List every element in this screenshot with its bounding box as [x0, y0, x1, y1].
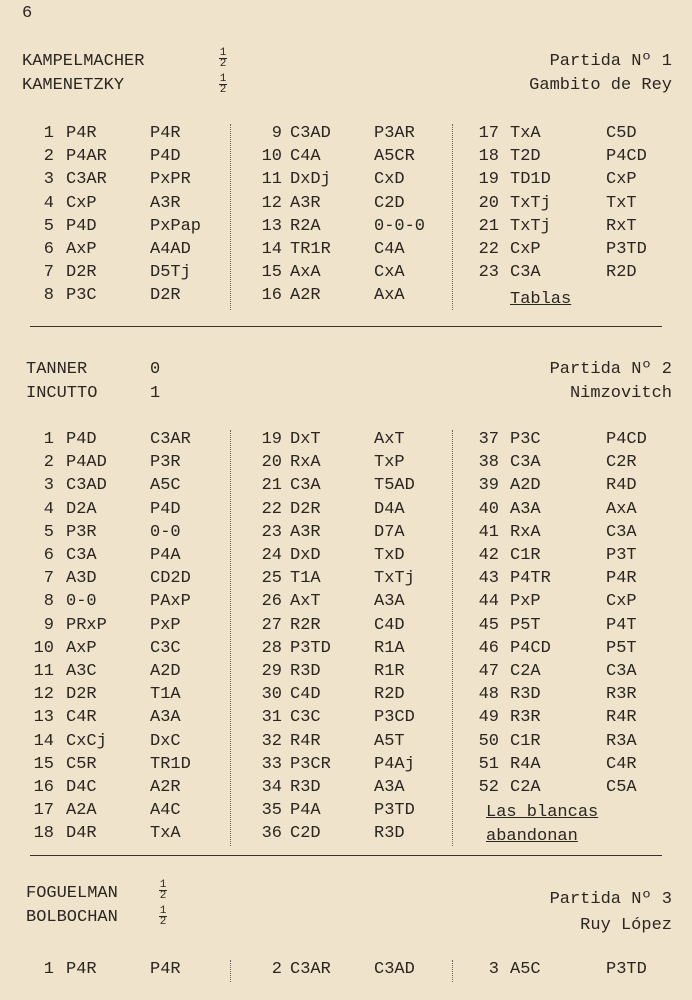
move-row — [0, 124, 692, 144]
move-number: 47 — [478, 662, 499, 681]
move-row — [0, 430, 692, 450]
white-move: A2R — [290, 286, 321, 306]
section-divider — [30, 326, 662, 327]
move-number: 35 — [261, 801, 282, 821]
move-number: 10 — [33, 638, 54, 658]
black-move: PxPap — [150, 216, 202, 236]
move-number: 2 — [43, 147, 54, 167]
move-number: 20 — [478, 193, 499, 213]
white-move: RxA — [510, 522, 541, 542]
game2-result-line2: abandonan — [486, 827, 578, 846]
move-number: 12 — [261, 193, 282, 213]
column-divider — [230, 430, 231, 846]
white-move: C5R — [66, 754, 97, 774]
move-row — [0, 500, 692, 520]
move-number: 5 — [43, 522, 54, 542]
black-move: TxT — [606, 193, 637, 213]
column-divider — [452, 960, 453, 982]
move-row — [0, 639, 692, 659]
move-number: 52 — [478, 778, 499, 797]
game3-white-score: 1 2 — [159, 879, 167, 902]
white-move: T2D — [510, 147, 541, 167]
white-move: C3AD — [290, 124, 331, 143]
black-move: P3TD — [374, 801, 415, 821]
move-number: 41 — [478, 522, 499, 542]
black-move: P4D — [150, 147, 181, 167]
black-move: C2R — [606, 453, 637, 473]
move-number: 32 — [261, 731, 282, 751]
black-move: CxP — [606, 170, 637, 190]
black-move: CxA — [374, 263, 405, 283]
black-move: TxA — [150, 824, 181, 844]
game3-black-score: 1 2 — [159, 905, 167, 928]
white-move: C1R — [510, 731, 541, 751]
black-move: A3A — [374, 592, 405, 612]
move-row — [0, 708, 692, 728]
white-move: 0-0 — [66, 592, 97, 612]
game2-black-score: 1 — [150, 384, 161, 403]
black-move: AxA — [374, 286, 405, 306]
move-number: 1 — [43, 960, 54, 979]
move-number: 8 — [43, 592, 54, 612]
game1-result: Tablas — [510, 290, 572, 309]
white-move: P4R — [66, 124, 97, 143]
white-move: AxT — [290, 592, 321, 612]
black-move: C4R — [606, 754, 637, 774]
black-move: D2R — [150, 286, 181, 306]
white-move: A5C — [510, 960, 541, 979]
move-number: 9 — [271, 124, 282, 143]
move-number: 5 — [43, 216, 54, 236]
white-move: TxA — [510, 124, 541, 143]
column-divider — [452, 430, 453, 846]
black-move: AxT — [374, 430, 405, 449]
white-move: CxP — [510, 240, 541, 259]
white-move: DxD — [290, 546, 321, 565]
move-number: 29 — [261, 662, 282, 681]
move-number: 14 — [33, 731, 54, 751]
white-move: PxP — [510, 592, 541, 612]
black-move: A2D — [150, 662, 181, 681]
move-number: 6 — [43, 546, 54, 565]
black-move: T1A — [150, 685, 181, 705]
white-move: CxP — [66, 193, 97, 213]
black-move: C3A — [606, 522, 637, 542]
white-move: C3C — [290, 708, 321, 728]
game1-white-player: KAMPELMACHER — [22, 52, 145, 71]
black-move: C3AD — [374, 960, 415, 979]
move-row — [0, 732, 692, 752]
move-number: 36 — [261, 824, 282, 844]
black-move: C4A — [374, 240, 405, 259]
white-move: C4R — [66, 708, 97, 728]
move-row — [0, 960, 692, 980]
move-number: 10 — [261, 147, 282, 167]
black-move: P3AR — [374, 124, 415, 143]
move-number: 17 — [33, 801, 54, 821]
white-move: AxP — [66, 638, 97, 658]
move-number: 11 — [33, 662, 54, 681]
black-move: TR1D — [150, 754, 191, 774]
black-move: R3D — [374, 824, 405, 844]
move-row — [0, 194, 692, 214]
move-number: 23 — [261, 522, 282, 542]
white-move: T1A — [290, 569, 321, 589]
black-move: D7A — [374, 522, 405, 542]
black-move: C3AR — [150, 430, 191, 449]
black-move: PxP — [150, 615, 181, 635]
black-move: P5T — [606, 638, 637, 658]
move-number: 16 — [261, 286, 282, 306]
black-move: C3C — [150, 638, 181, 658]
move-number: 28 — [261, 638, 282, 658]
game3-black-player: BOLBOCHAN — [26, 908, 118, 927]
white-move: AxP — [66, 240, 97, 259]
game3-title: Partida Nº 3 — [549, 890, 672, 909]
move-number: 17 — [478, 124, 499, 143]
game2-opening: Nimzovitch — [569, 384, 672, 403]
black-move: R1A — [374, 638, 405, 658]
black-move: A3A — [374, 778, 405, 797]
white-move: RxA — [290, 453, 321, 473]
move-number: 49 — [478, 708, 499, 728]
black-move: P3T — [606, 546, 637, 565]
white-move: R3R — [510, 708, 541, 728]
white-move: P4R — [66, 960, 97, 979]
white-move: C4A — [290, 147, 321, 167]
move-number: 15 — [261, 263, 282, 283]
move-row — [0, 263, 692, 283]
move-number: 9 — [43, 615, 54, 635]
move-number: 8 — [43, 286, 54, 306]
move-number: 24 — [261, 546, 282, 565]
white-move: CxCj — [66, 731, 107, 751]
move-number: 18 — [478, 147, 499, 167]
white-move: P3C — [66, 286, 97, 306]
column-divider — [230, 124, 231, 310]
move-number: 37 — [478, 430, 499, 449]
move-number: 45 — [478, 615, 499, 635]
move-row — [0, 592, 692, 612]
black-move: CD2D — [150, 569, 191, 589]
move-number: 27 — [261, 615, 282, 635]
black-move: AxA — [606, 499, 637, 519]
move-number: 3 — [43, 170, 54, 190]
black-move: TxP — [374, 453, 405, 473]
black-move: DxC — [150, 731, 181, 751]
white-move: C3A — [510, 453, 541, 473]
white-move: R3D — [510, 685, 541, 705]
move-number: 3 — [43, 476, 54, 496]
white-move: A3A — [510, 499, 541, 519]
white-move: A3D — [66, 569, 97, 589]
white-move: D2R — [66, 685, 97, 705]
white-move: C3A — [510, 263, 541, 283]
black-move: A5CR — [374, 147, 415, 167]
white-move: R4R — [290, 731, 321, 751]
black-move: R3A — [606, 731, 637, 751]
black-move: A4C — [150, 801, 181, 821]
white-move: C2A — [510, 778, 541, 797]
black-move: P3TD — [606, 240, 647, 259]
move-row — [0, 453, 692, 473]
move-number: 20 — [261, 453, 282, 473]
white-move: R3D — [290, 662, 321, 681]
move-number: 25 — [261, 569, 282, 589]
move-number: 44 — [478, 592, 499, 612]
move-number: 7 — [43, 569, 54, 589]
black-move: C2D — [374, 193, 405, 213]
white-move: P5T — [510, 615, 541, 635]
white-move: R2A — [290, 216, 321, 236]
white-move: R4A — [510, 754, 541, 774]
black-move: C4D — [374, 615, 405, 635]
move-number: 18 — [33, 824, 54, 844]
move-number: 46 — [478, 638, 499, 658]
game2-result-line1: Las blancas — [486, 803, 599, 822]
move-number: 22 — [478, 240, 499, 259]
move-number: 40 — [478, 499, 499, 519]
white-move: TxTj — [510, 216, 551, 236]
black-move: TxD — [374, 546, 405, 565]
move-number: 19 — [478, 170, 499, 190]
white-move: P4D — [66, 216, 97, 236]
move-number: 34 — [261, 778, 282, 797]
black-move: 0-0 — [150, 522, 181, 542]
white-move: P4AR — [66, 147, 107, 167]
move-row — [0, 546, 692, 566]
black-move: A5C — [150, 476, 181, 496]
move-number: 12 — [33, 685, 54, 705]
move-number: 13 — [33, 708, 54, 728]
game3-opening: Ruy López — [580, 916, 672, 935]
move-number: 39 — [478, 476, 499, 496]
move-number: 26 — [261, 592, 282, 612]
move-number: 6 — [43, 240, 54, 259]
white-move: P4AD — [66, 453, 107, 473]
black-move: R4D — [606, 476, 637, 496]
white-move: DxDj — [290, 170, 331, 190]
game2-white-score: 0 — [150, 360, 161, 379]
white-move: C1R — [510, 546, 541, 565]
white-move: TD1D — [510, 170, 551, 190]
white-move: R2R — [290, 615, 321, 635]
move-number: 13 — [261, 216, 282, 236]
game1-title: Partida Nº 1 — [549, 52, 672, 71]
move-row — [0, 824, 692, 844]
black-move: P4T — [606, 615, 637, 635]
white-move: P4TR — [510, 569, 551, 589]
move-number: 23 — [478, 263, 499, 283]
white-move: C3A — [290, 476, 321, 496]
column-divider — [230, 960, 231, 982]
move-number: 42 — [478, 546, 499, 565]
black-move: P4R — [606, 569, 637, 589]
white-move: TR1R — [290, 240, 331, 259]
move-number: 11 — [261, 170, 282, 190]
move-number: 33 — [261, 754, 282, 774]
black-move: C5A — [606, 778, 637, 797]
black-move: R3R — [606, 685, 637, 705]
white-move: A3R — [290, 193, 321, 213]
move-row — [0, 778, 692, 798]
white-move: D4R — [66, 824, 97, 844]
white-move: DxT — [290, 430, 321, 449]
white-move: D2A — [66, 499, 97, 519]
move-row — [0, 170, 692, 190]
move-row — [0, 755, 692, 775]
move-number: 38 — [478, 453, 499, 473]
move-number: 21 — [478, 216, 499, 236]
page-number: 6 — [22, 4, 33, 23]
black-move: P4CD — [606, 147, 647, 167]
black-move: A3A — [150, 708, 181, 728]
black-move: A5T — [374, 731, 405, 751]
black-move: C3A — [606, 662, 637, 681]
white-move: A2D — [510, 476, 541, 496]
black-move: P4Aj — [374, 754, 415, 774]
move-row — [0, 616, 692, 636]
black-move: R2D — [606, 263, 637, 283]
game2-black-player: INCUTTO — [26, 384, 98, 403]
white-move: P3CR — [290, 754, 331, 774]
game2-white-player: TANNER — [26, 360, 88, 379]
move-number: 4 — [43, 193, 54, 213]
white-move: A3R — [290, 522, 321, 542]
move-number: 16 — [33, 778, 54, 797]
move-number: 4 — [43, 499, 54, 519]
game1-black-player: KAMENETZKY — [22, 76, 125, 95]
white-move: C2D — [290, 824, 321, 844]
black-move: P3TD — [606, 960, 647, 979]
move-number: 1 — [43, 124, 54, 143]
white-move: AxA — [290, 263, 321, 283]
black-move: D5Tj — [150, 263, 191, 283]
move-row — [0, 147, 692, 167]
black-move: P4A — [150, 546, 181, 565]
white-move: A2A — [66, 801, 97, 821]
game1-white-score: 1 2 — [219, 47, 227, 70]
white-move: C3AR — [66, 170, 107, 190]
black-move: CxP — [606, 592, 637, 612]
move-row — [0, 217, 692, 237]
black-move: P4R — [150, 960, 181, 979]
white-move: P4D — [66, 430, 97, 449]
move-number: 21 — [261, 476, 282, 496]
move-number: 1 — [43, 430, 54, 449]
white-move: C3A — [66, 546, 97, 565]
column-divider — [452, 124, 453, 310]
move-row — [0, 476, 692, 496]
white-move: TxTj — [510, 193, 551, 213]
white-move: C3AR — [290, 960, 331, 979]
white-move: D2R — [290, 499, 321, 519]
move-row — [0, 569, 692, 589]
black-move: A3R — [150, 193, 181, 213]
black-move: A4AD — [150, 240, 191, 259]
game1-black-score: 1 2 — [219, 73, 227, 96]
black-move: 0-0-0 — [374, 216, 426, 236]
black-move: D4A — [374, 499, 405, 519]
move-row — [0, 240, 692, 260]
white-move: D4C — [66, 778, 97, 797]
white-move: P3TD — [290, 638, 331, 658]
white-move: R3D — [290, 778, 321, 797]
black-move: RxT — [606, 216, 637, 236]
move-row — [0, 685, 692, 705]
white-move: C3AD — [66, 476, 107, 496]
white-move: P3R — [66, 522, 97, 542]
white-move: P4CD — [510, 638, 551, 658]
move-number: 7 — [43, 263, 54, 283]
white-move: C4D — [290, 685, 321, 705]
move-number: 22 — [261, 499, 282, 519]
move-row — [0, 662, 692, 682]
black-move: R1R — [374, 662, 405, 681]
move-number: 30 — [261, 685, 282, 705]
white-move: A3C — [66, 662, 97, 681]
move-number: 3 — [488, 960, 499, 979]
black-move: P3R — [150, 453, 181, 473]
black-move: C5D — [606, 124, 637, 143]
white-move: D2R — [66, 263, 97, 283]
white-move: P3C — [510, 430, 541, 449]
black-move: CxD — [374, 170, 405, 190]
move-number: 51 — [478, 754, 499, 774]
section-divider — [30, 855, 662, 856]
black-move: PxPR — [150, 170, 191, 190]
black-move: PAxP — [150, 592, 191, 612]
move-number: 2 — [271, 960, 282, 979]
black-move: P4R — [150, 124, 181, 143]
black-move: R2D — [374, 685, 405, 705]
move-number: 19 — [261, 430, 282, 449]
move-number: 14 — [261, 240, 282, 259]
white-move: P4A — [290, 801, 321, 821]
black-move: P4CD — [606, 430, 647, 449]
move-row — [0, 286, 692, 306]
white-move: PRxP — [66, 615, 107, 635]
black-move: A2R — [150, 778, 181, 797]
black-move: T5AD — [374, 476, 415, 496]
black-move: P4D — [150, 499, 181, 519]
move-number: 48 — [478, 685, 499, 705]
move-row — [0, 523, 692, 543]
game1-opening: Gambito de Rey — [529, 76, 672, 95]
move-number: 2 — [43, 453, 54, 473]
move-number: 15 — [33, 754, 54, 774]
black-move: TxTj — [374, 569, 415, 589]
black-move: R4R — [606, 708, 637, 728]
move-number: 50 — [478, 731, 499, 751]
move-number: 43 — [478, 569, 499, 589]
game3-white-player: FOGUELMAN — [26, 884, 118, 903]
black-move: P3CD — [374, 708, 415, 728]
game2-title: Partida Nº 2 — [549, 360, 672, 379]
move-number: 31 — [261, 708, 282, 728]
white-move: C2A — [510, 662, 541, 681]
